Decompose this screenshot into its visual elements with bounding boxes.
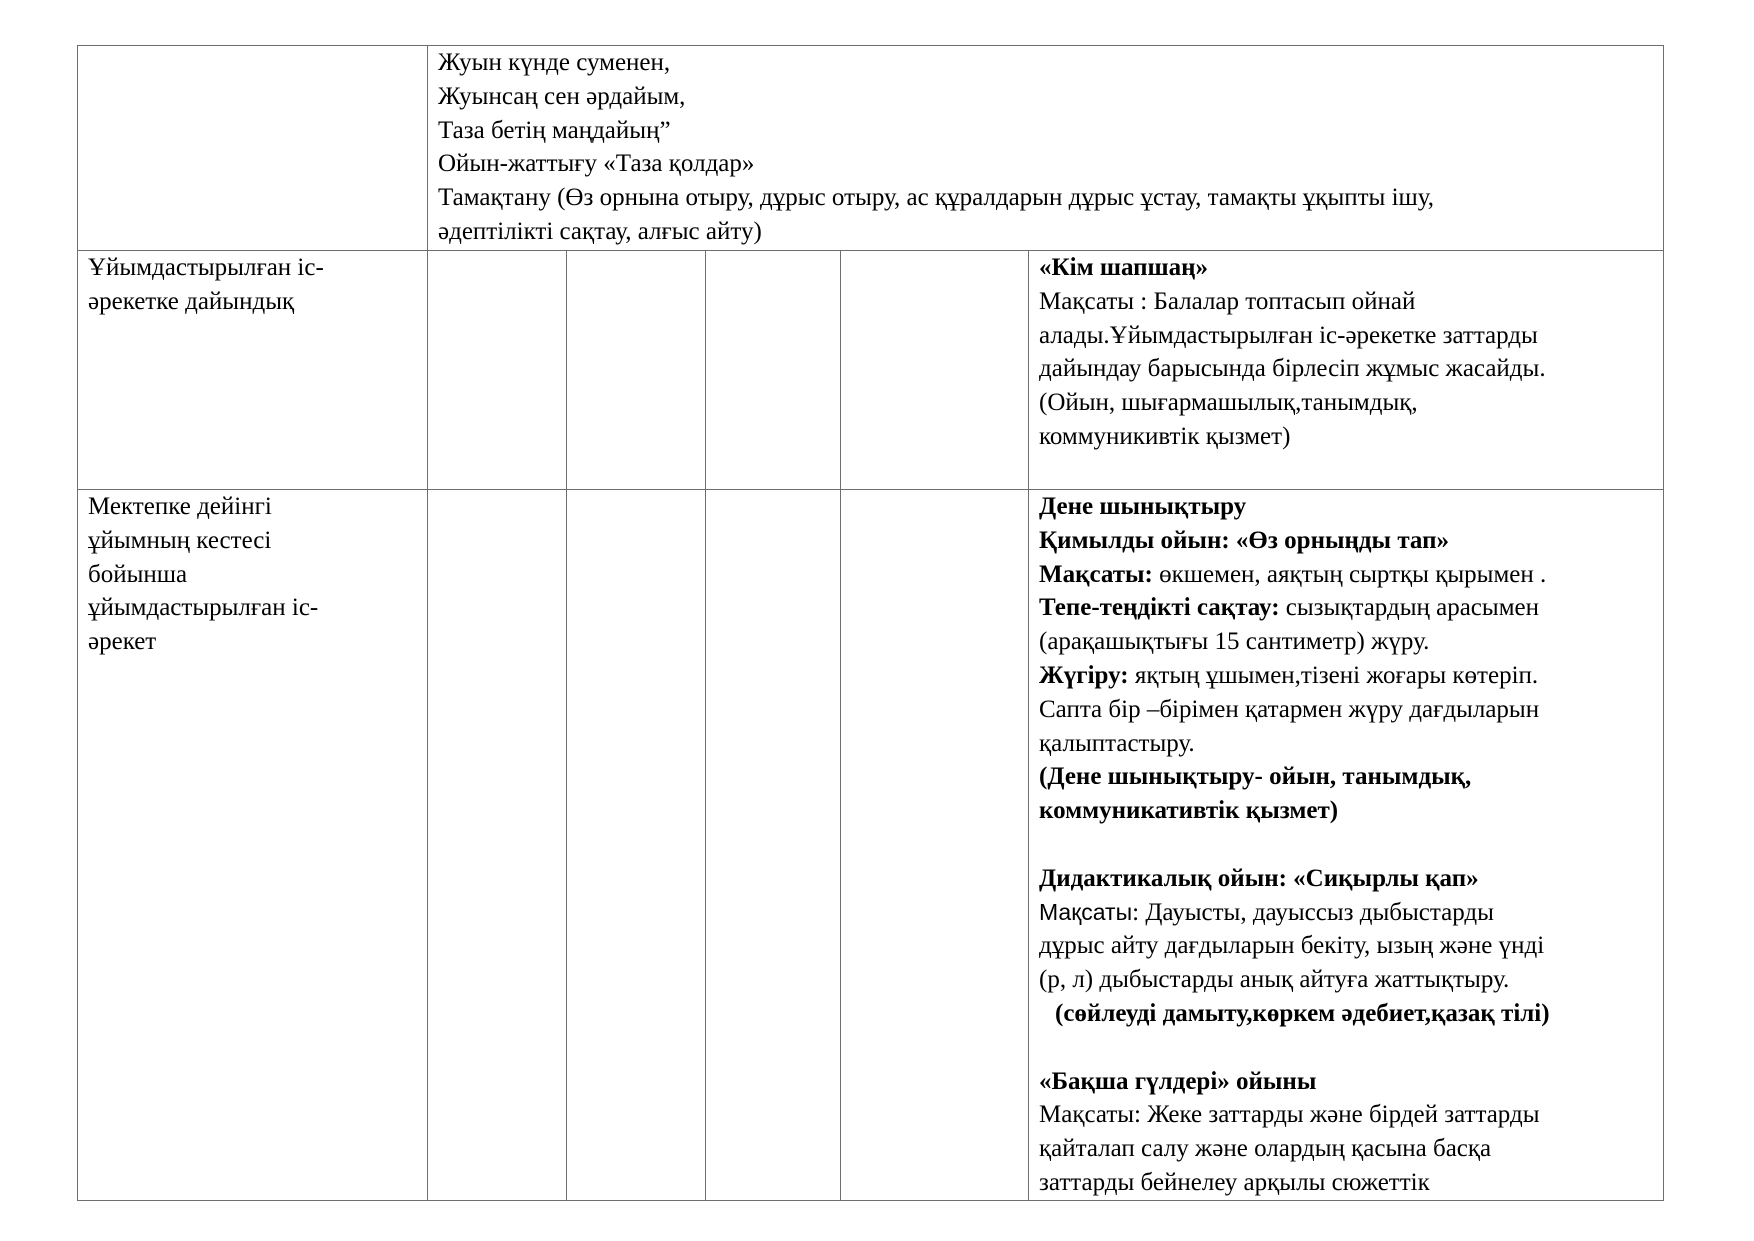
pe-goal-label: Мақсаты: [1039,560,1153,588]
pe-areas-2: коммуникативтік қызмет) [1039,797,1339,825]
garden-title: «Бақша гүлдері» ойыны [1039,1067,1317,1095]
exercise-line: Ойын-жаттығу «Таза қолдар» [438,150,755,178]
day-cell-2 [567,490,706,1201]
row-label-schedule: Мектепке дейінгі ұйымның кестесі бойынша ұйымдастырылған іс-әрекет [88,493,319,656]
garden-line-3: заттарды бейнелеу арқылы сюжеттік [1039,1168,1430,1196]
pe-areas-1: (Дене шынықтыру- ойын, танымдық, [1039,763,1472,791]
meal-line-1: Тамақтану (Өз орнына отыру, дұрыс отыру, ас құралдарын дұрыс ұстау, тамақты ұқыпты ішу, [438,184,1435,212]
row-label-preparation: Ұйымдастырылған іс-әрекетке дайындық [88,254,324,315]
prep-goal-line-4: (Ойын, шығармашылық,танымдық, [1039,389,1418,417]
pe-line-walk-2: қалыптастыру. [1039,729,1195,757]
pe-run-label: Жүгіру: [1039,661,1129,689]
table-row-morning [78,46,1664,251]
day-cell-5 [1029,490,1664,1201]
garden-line-2: қайталап салу және олардың қасына басқа [1039,1135,1492,1163]
row-label-cell-empty [78,46,428,251]
prep-game-title: «Кім шапшаң» [1039,254,1209,281]
poem-line-2: Жуынсаң сен әрдайым, [438,82,686,110]
didactic-goal [1039,896,1653,930]
prep-goal-line-2: алады.Ұйымдастырылған іс-әрекетке заттарды [1039,321,1538,349]
pe-balance-text-1: сызықтардың арасымен [1279,594,1540,622]
pe-title: Дене шынықтыру [1039,493,1247,520]
day-cell-4 [841,251,1029,490]
meal-line-2: әдептілікті сақтау, алғыс айту) [438,217,762,245]
poem-line-1: Жуын күнде суменен, [438,49,671,76]
prep-goal-line-1: Мақсаты : Балалар топтасып ойнай [1039,287,1416,315]
day-cell-1 [428,490,567,1201]
day-cell-4 [841,490,1029,1201]
prep-goal-line-3: дайындау барысында бірлесіп жұмыс жасайды. [1039,355,1546,383]
prep-goal-line-5: коммуникивтік қызмет) [1039,422,1291,450]
table-row-preparation [78,251,1664,490]
row-label-cell [78,490,428,1201]
row-label-cell [78,251,428,490]
day-cell-2 [567,251,706,490]
pe-line-walk-1: Сапта бір –бірімен қатармен жүру дағдыларын [1039,695,1540,723]
pe-balance-text-2: (арақашықтығы 15 сантиметр) жүру. [1039,628,1430,656]
spacer [1039,828,1653,862]
didactic-goal-text: : Дауысты, дауыссыз дыбыстарды [1132,898,1494,926]
pe-run-text: яқтың ұшымен,тізені жоғары көтеріп. [1128,661,1539,689]
table-row-schedule [78,490,1664,1201]
day-cell-5 [1029,251,1664,490]
poem-line-3: Таза бетің маңдайың” [438,116,671,144]
didactic-line-3: (р, л) дыбыстарды анық айтуға жаттықтыру. [1039,966,1510,994]
schedule-table [77,45,1664,1201]
spacer [1039,1031,1653,1065]
morning-routine-cell [428,46,1664,251]
pe-goal-text: өкшемен, аяқтың сыртқы қырымен . [1152,560,1547,588]
garden-line-1: Мақсаты: Жеке заттарды және бірдей заттарды [1039,1101,1540,1129]
didactic-line-2: дұрыс айту дағдыларын бекіту, ызың және үнді [1039,932,1545,960]
day-cell-3 [706,251,841,490]
pe-goal [1039,558,1653,592]
pe-balance [1039,591,1653,625]
didactic-goal-label: Мақсаты [1039,898,1133,925]
didactic-title: Дидактикалық ойын: «Сиқырлы қап» [1039,864,1479,892]
didactic-areas: (сөйлеуді дамыту,көркем әдебиет,қазақ тілі) [1055,999,1550,1027]
day-cell-1 [428,251,567,490]
day-cell-3 [706,490,841,1201]
pe-balance-label: Тепе-теңдікті сақтау: [1039,594,1280,622]
pe-game-title: Қимылды ойын: «Өз орныңды тап» [1039,526,1449,554]
pe-run [1039,659,1653,693]
